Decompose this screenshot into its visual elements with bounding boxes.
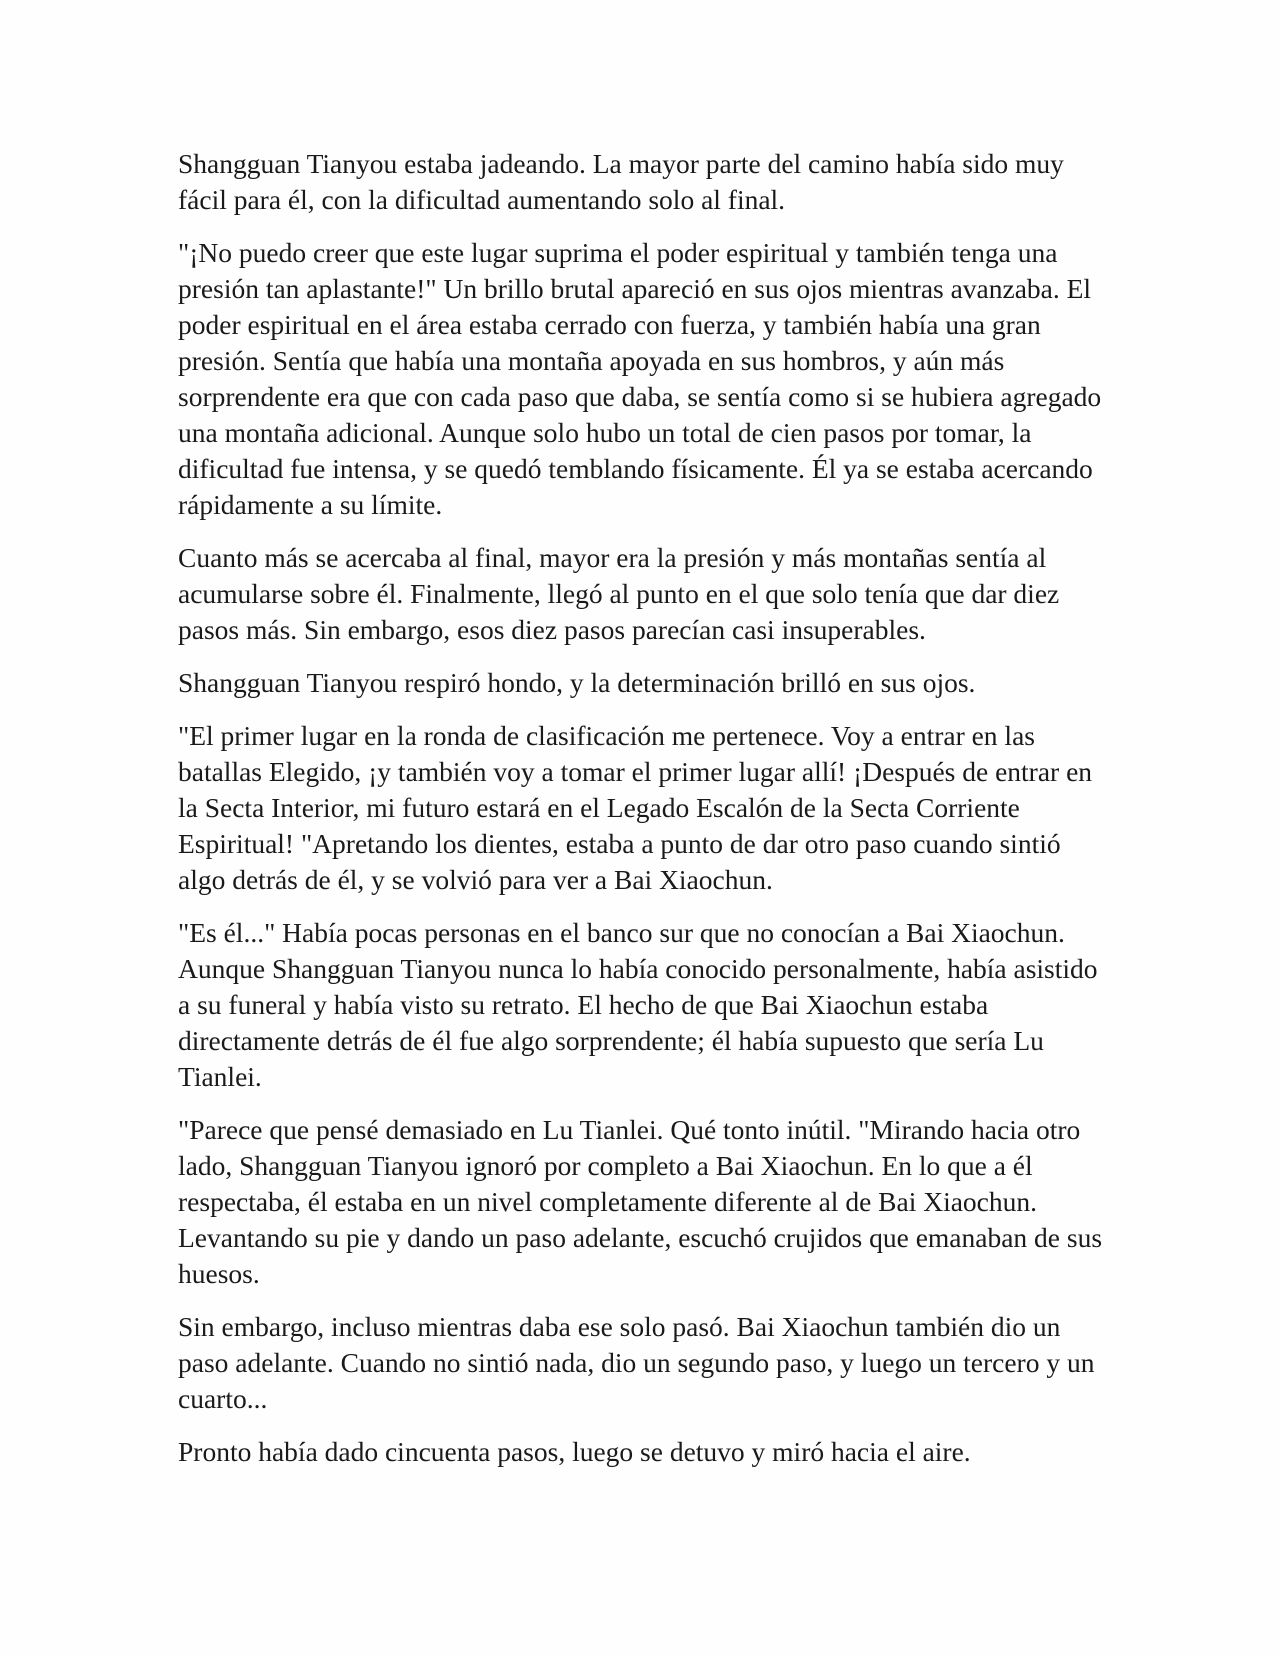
paragraph-5: "El primer lugar en la ronda de clasificación me pertenece. Voy a entrar en las batallas Elegido, ¡y también voy a tomar el primer lugar allí! ¡Después de entrar en la Secta Interior, mi futuro estará en el Legado Escalón de la Secta Corriente Espiritual! "Apretando los dientes, estaba a punto de dar otro paso cuando sintió algo detrás de él, y se volvió para ver a Bai Xiaochun. — [178, 720, 1093, 895]
paragraph-2: "¡No puedo creer que este lugar suprima el poder espiritual y también tenga una presión tan aplastante!" Un brillo brutal apareció en sus ojos mientras avanzaba. El poder espiritual en el área estaba cerrado con fuerza, y también había una gran presión. Sentía que había una montaña apoyada en sus hombros, y aún más sorprendente era que con cada paso que daba, se sentía como si se hubiera agregado una montaña adicional. Aunque solo hubo un total de cien pasos por tomar, la dificultad fue intensa, y se quedó temblando físicamente. Él ya se estaba acercando rápidamente a su límite. — [178, 237, 1102, 520]
paragraph-9: Pronto había dado cincuenta pasos, luego se detuvo y miró hacia el aire. — [178, 1436, 971, 1467]
paragraph-7: "Parece que pensé demasiado en Lu Tianlei. Qué tonto inútil. "Mirando hacia otro lado, Shangguan Tianyou ignoró por completo a Bai Xiaochun. En lo que a él respectaba, él estaba en un nivel completamente diferente al de Bai Xiaochun. Levantando su pie y dando un paso adelante, escuchó crujidos que emanaban de sus huesos. — [178, 1114, 1103, 1289]
paragraph-6: "Es él..." Había pocas personas en el banco sur que no conocían a Bai Xiaochun. Aunque Shangguan Tianyou nunca lo había conocido personalmente, había asistido a su funeral y había visto su retrato. El hecho de que Bai Xiaochun estaba directamente detrás de él fue algo sorprendente; él había supuesto que sería Lu Tianlei. — [178, 917, 1098, 1092]
paragraph-4: Shangguan Tianyou respiró hondo, y la determinación brilló en sus ojos. — [178, 667, 976, 698]
paragraph-8: Sin embargo, incluso mientras daba ese solo pasó. Bai Xiaochun también dio un paso adelante. Cuando no sintió nada, dio un segundo paso, y luego un tercero y un cuarto... — [178, 1311, 1095, 1414]
paragraph-3: Cuanto más se acercaba al final, mayor era la presión y más montañas sentía al acumularse sobre él. Finalmente, llegó al punto en el que solo tenía que dar diez pasos más. Sin embargo, esos diez pasos parecían casi insuperables. — [178, 542, 1060, 645]
paragraph-1: Shangguan Tianyou estaba jadeando. La mayor parte del camino había sido muy fácil para él, con la dificultad aumentando solo al final. — [178, 148, 1064, 215]
document-body — [178, 146, 1108, 1487]
